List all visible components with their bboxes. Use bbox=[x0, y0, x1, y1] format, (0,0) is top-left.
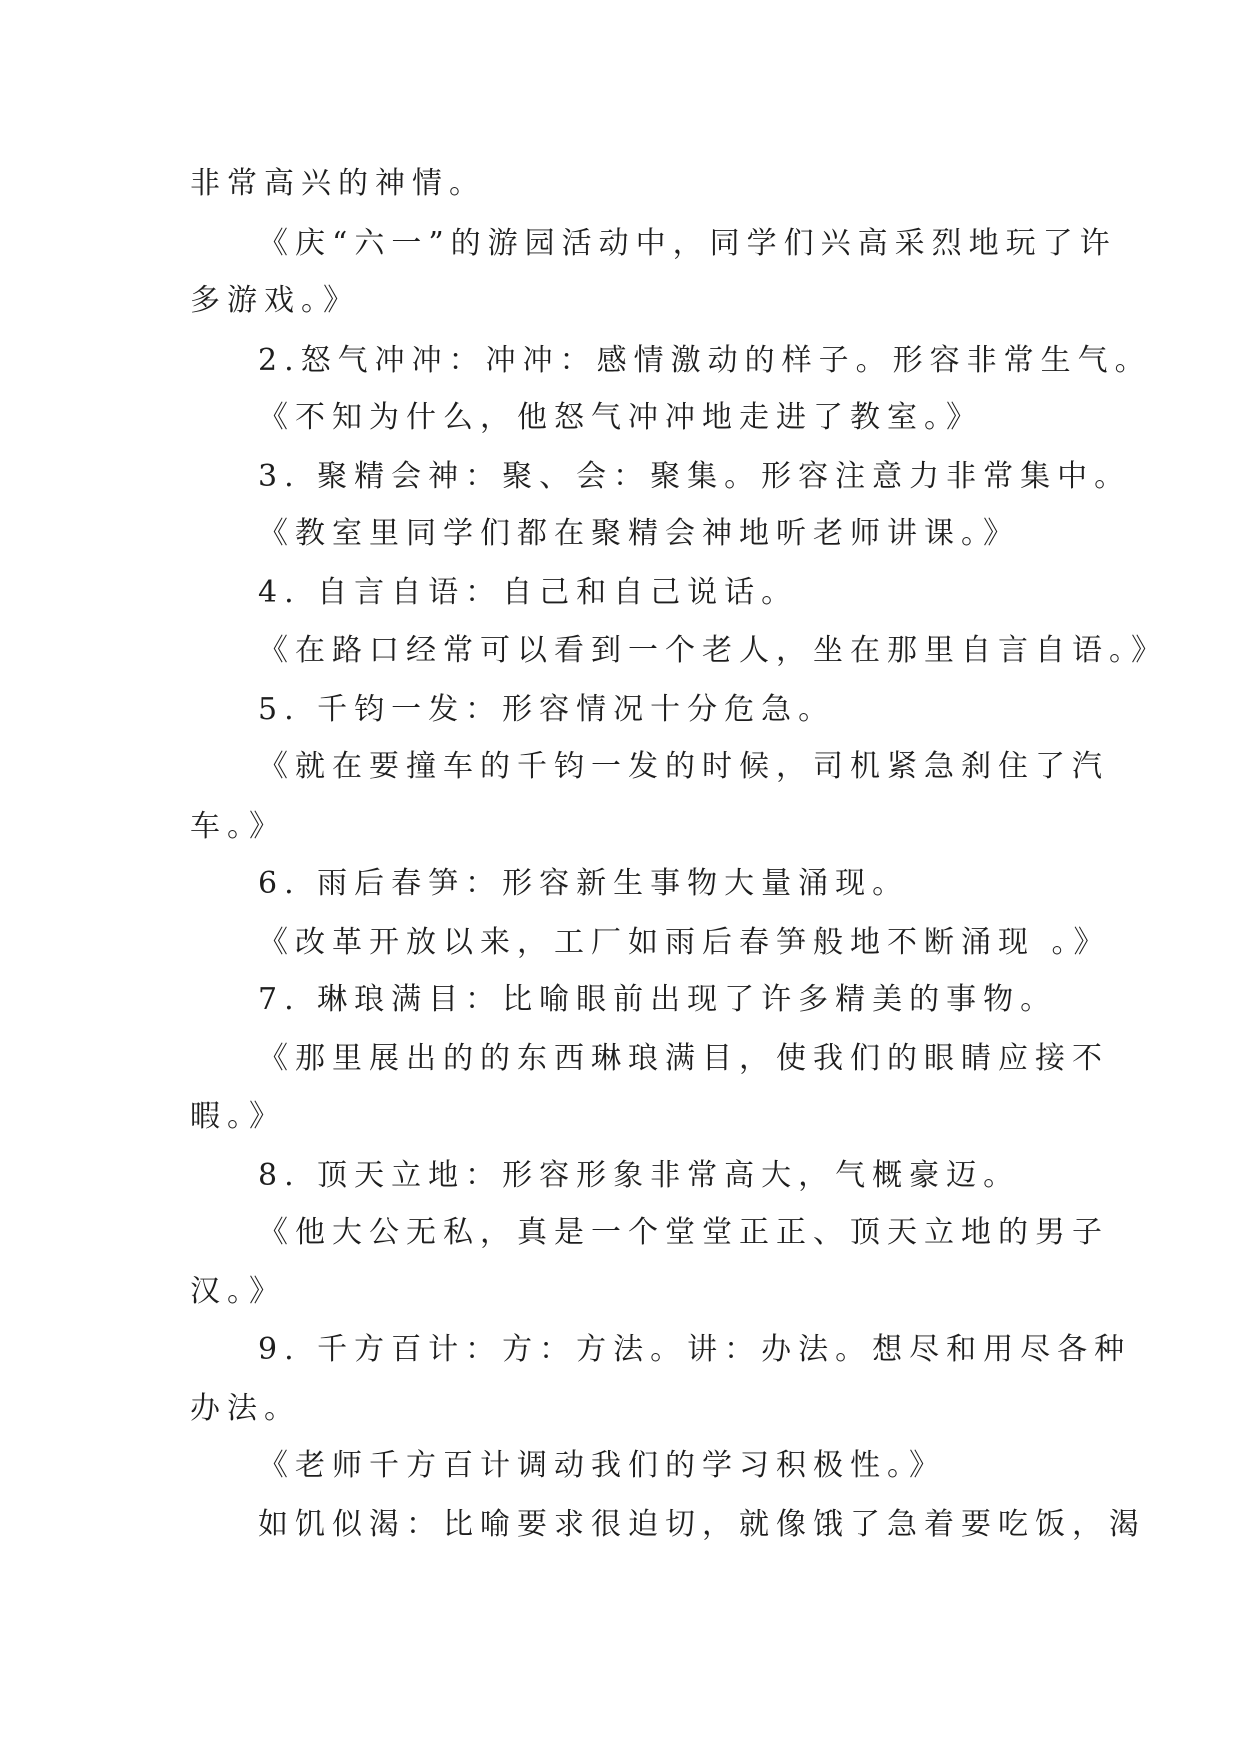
text-line: 《在路口经常可以看到一个老人，坐在那里自言自语。》 bbox=[258, 633, 1168, 668]
text-line: 办法。 bbox=[190, 1391, 301, 1426]
text-line: 暇。》 bbox=[190, 1099, 286, 1134]
text-line: 车。》 bbox=[190, 809, 286, 844]
text-line: 汉。》 bbox=[190, 1274, 286, 1309]
text-line: 多游戏。》 bbox=[190, 283, 360, 318]
text-line: 9. 千方百计：方：方法。讲：办法。想尽和用尽各种 bbox=[258, 1332, 1132, 1367]
text-line: 《不知为什么，他怒气冲冲地走进了教室。》 bbox=[258, 400, 983, 435]
text-line: 《老师千方百计调动我们的学习积极性。》 bbox=[258, 1448, 946, 1483]
text-line: 5. 千钧一发：形容情况十分危急。 bbox=[258, 692, 836, 727]
text-line: 6. 雨后春笋：形容新生事物大量涌现。 bbox=[258, 866, 910, 901]
text-line: 《改革开放以来，工厂如雨后春笋般地不断涌现 。》 bbox=[258, 925, 1111, 960]
text-line: 《教室里同学们都在聚精会神地听老师讲课。》 bbox=[258, 516, 1020, 551]
text-line: 《庆“六一”的游园活动中，同学们兴高采烈地玩了许 bbox=[258, 226, 1117, 261]
text-line: 《那里展出的的东西琳琅满目，使我们的眼睛应接不 bbox=[258, 1041, 1109, 1076]
text-line: 非常高兴的神情。 bbox=[190, 166, 486, 201]
text-line: 4. 自言自语：自己和自己说话。 bbox=[258, 575, 799, 610]
text-line: 如饥似渴：比喻要求很迫切，就像饿了急着要吃饭，渴 bbox=[258, 1507, 1146, 1542]
text-line: 《就在要撞车的千钧一发的时候，司机紧急刹住了汽 bbox=[258, 749, 1109, 784]
text-line: 2.怒气冲冲：冲冲：感情激动的样子。形容非常生气。 bbox=[258, 343, 1152, 378]
text-line: 7. 琳琅满目：比喻眼前出现了许多精美的事物。 bbox=[258, 982, 1058, 1017]
text-line: 8. 顶天立地：形容形象非常高大，气概豪迈。 bbox=[258, 1158, 1021, 1193]
text-line: 3. 聚精会神：聚、会：聚集。形容注意力非常集中。 bbox=[258, 459, 1132, 494]
text-line: 《他大公无私，真是一个堂堂正正、顶天立地的男子 bbox=[258, 1215, 1109, 1250]
